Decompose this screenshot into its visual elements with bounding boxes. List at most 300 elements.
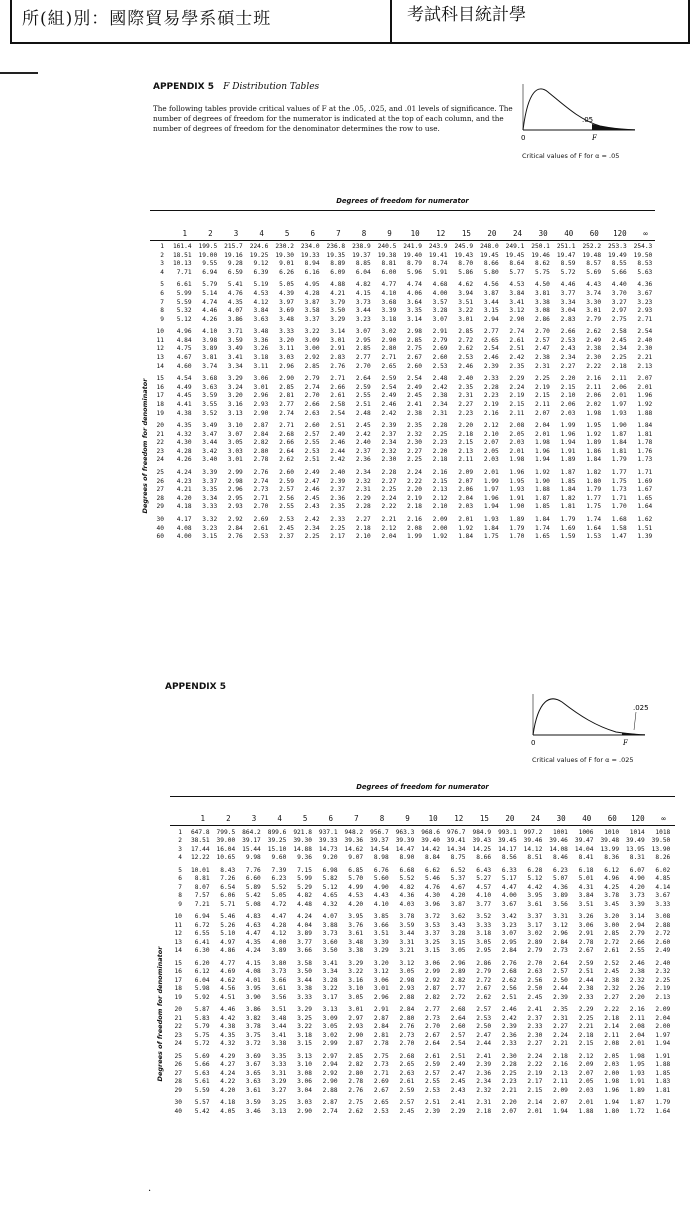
- table-cell: 2.15: [509, 400, 525, 408]
- table-cell: 2.11: [535, 400, 550, 408]
- table-cell: 5.52: [399, 875, 415, 883]
- table-cell: 3.44: [483, 298, 499, 306]
- table-cell: 2.35: [553, 1006, 568, 1014]
- row-df-label: 25: [156, 469, 164, 477]
- table-cell: 2.84: [373, 1023, 389, 1031]
- table-cell: 4.23: [176, 477, 192, 485]
- table-cell: 3.56: [553, 900, 568, 908]
- table-cell: 2.00: [604, 1069, 620, 1077]
- table-cell: 1.76: [637, 447, 653, 455]
- table-cell: 3.17: [322, 993, 338, 1001]
- table-row: [150, 328, 652, 336]
- table-cell: 253.3: [608, 243, 627, 250]
- table-cell: 6.12: [194, 968, 210, 976]
- table-cell: 2.57: [399, 1099, 415, 1107]
- row-df-label: 40: [156, 524, 164, 532]
- table-cell: 2.61: [604, 947, 620, 955]
- table-cell: 2.39: [553, 993, 568, 1001]
- table-cell: 4.35: [245, 938, 261, 946]
- table-cell: 8.70: [458, 260, 474, 268]
- table-cell: 3.07: [355, 328, 371, 336]
- table-cell: 4.15: [355, 289, 371, 297]
- table-cell: 2.89: [450, 968, 466, 976]
- table-cell: 2.77: [425, 1006, 440, 1014]
- table-cell: 2.45: [450, 1078, 466, 1086]
- table-cell: 2.21: [637, 354, 653, 361]
- table-cell: 1.86: [586, 447, 602, 455]
- table-row: [150, 439, 652, 447]
- table-cell: 1.85: [560, 477, 576, 485]
- table-cell: 2.30: [586, 354, 602, 361]
- row-df-label: 17: [174, 976, 182, 984]
- table-cell: 3.13: [227, 409, 243, 417]
- table-cell: 5.63: [194, 1069, 210, 1077]
- table-cell: 8.43: [220, 867, 236, 874]
- table-cell: 2.30: [381, 456, 397, 464]
- table-cell: 2.59: [399, 1086, 415, 1094]
- table-cell: 6.18: [578, 867, 594, 874]
- row-df-label: 27: [156, 486, 164, 494]
- table-cell: 39.39: [395, 837, 415, 845]
- table-cell: 8.64: [509, 260, 525, 268]
- table-cell: 2.03: [604, 1061, 620, 1069]
- table-cell: 4.47: [501, 883, 517, 891]
- table-cell: 2.53: [253, 533, 269, 541]
- table-cell: 2.51: [578, 968, 594, 976]
- table-cell: 3.44: [355, 307, 371, 315]
- table-cell: 2.68: [450, 1006, 466, 1014]
- table-cell: 2.18: [604, 1014, 620, 1022]
- table-cell: 3.15: [450, 938, 466, 946]
- margin-mark: [0, 72, 38, 74]
- table-cell: 39.25: [267, 837, 287, 845]
- table-cell: 2.61: [399, 1078, 415, 1086]
- table-cell: 254.3: [633, 243, 653, 250]
- table-cell: 2.38: [578, 985, 594, 993]
- table-cell: 2.70: [304, 392, 320, 400]
- table-cell: 13.90: [651, 845, 671, 853]
- table-cell: 4.32: [322, 900, 338, 908]
- table-cell: 3.86: [227, 315, 243, 323]
- table-cell: 5.46: [220, 913, 236, 921]
- table-cell: 2.86: [476, 959, 492, 967]
- table-cell: 1.92: [586, 430, 602, 438]
- table-cell: 2.53: [458, 354, 474, 361]
- table-cell: 2.01: [637, 383, 653, 391]
- table-cell: 5.89: [245, 883, 261, 891]
- table-cell: 2.12: [432, 494, 448, 502]
- table-cell: 2.91: [330, 345, 346, 353]
- table-cell: 8.41: [578, 854, 594, 862]
- table-cell: 4.56: [220, 985, 236, 993]
- table-cell: 2.33: [483, 375, 499, 383]
- table-cell: 2.70: [425, 1023, 440, 1031]
- table-cell: 6.09: [330, 268, 346, 276]
- table-cell: 2.55: [629, 947, 645, 955]
- table-cell: 4.62: [458, 281, 474, 289]
- table-cell: 2.93: [253, 400, 269, 408]
- table-cell: 2.38: [432, 392, 448, 400]
- table-cell: 2.96: [253, 392, 269, 400]
- table-cell: 2.67: [407, 354, 422, 361]
- table-cell: 38.51: [190, 837, 210, 845]
- row-df-label: 23: [174, 1031, 182, 1039]
- table-row: [168, 977, 670, 985]
- table-cell: 1.95: [509, 477, 525, 485]
- table-row: [150, 290, 652, 298]
- table-cell: 1.89: [509, 516, 525, 524]
- table-cell: 1.94: [483, 503, 499, 511]
- table-cell: 5.96: [407, 268, 422, 276]
- table-cell: 5.42: [194, 1107, 210, 1115]
- table-cell: 2.96: [227, 486, 243, 494]
- table-cell: 2.07: [501, 1107, 517, 1115]
- column-header: 9: [387, 229, 392, 238]
- column-header: 6: [328, 814, 334, 823]
- table-cell: 2.68: [501, 968, 517, 976]
- table-cell: 4.03: [399, 900, 415, 908]
- table-cell: 3.05: [322, 1023, 338, 1031]
- table-cell: 6.20: [194, 959, 210, 967]
- column-header: 12: [454, 814, 464, 823]
- table-cell: 2.18: [407, 503, 422, 511]
- table-cell: 39.33: [318, 837, 338, 845]
- table-cell: 2.41: [476, 1052, 492, 1060]
- table-cell: 2.16: [553, 1061, 568, 1069]
- table-cell: 5.52: [271, 883, 287, 891]
- table-cell: 8.31: [629, 854, 645, 862]
- table-cell: 1014: [629, 829, 645, 836]
- column-header: 5: [302, 814, 308, 823]
- table-cell: 4.22: [220, 1078, 236, 1086]
- table-cell: 1.90: [611, 422, 627, 430]
- table-cell: 1.53: [586, 533, 602, 541]
- table-cell: 2.54: [407, 375, 422, 383]
- table-cell: 2.48: [432, 375, 448, 383]
- table-cell: 2.49: [304, 469, 320, 477]
- table-cell: 8.62: [535, 260, 550, 268]
- table-cell: 1.78: [637, 439, 653, 447]
- table-row: [150, 260, 652, 268]
- table-row: [150, 495, 652, 503]
- row-df-label: 18: [174, 985, 182, 993]
- f-distribution-figure-05: [520, 80, 640, 142]
- table-cell: 2.69: [432, 345, 448, 353]
- table-cell: 2.47: [304, 477, 320, 485]
- table-cell: 4.53: [253, 289, 269, 297]
- table-cell: 4.00: [432, 289, 448, 297]
- table-cell: 2.25: [501, 1069, 517, 1077]
- table-cell: 3.39: [202, 469, 218, 477]
- table-cell: 2.24: [527, 1052, 543, 1060]
- table-cell: 5.60: [373, 875, 389, 883]
- table-cell: 4.46: [202, 307, 218, 315]
- table-cell: 2.80: [253, 447, 269, 455]
- table-cell: 2.07: [553, 1099, 568, 1107]
- column-header: 30: [556, 814, 566, 823]
- table-cell: 39.46: [523, 837, 543, 845]
- table-cell: 1.82: [586, 469, 602, 477]
- table-cell: 2.96: [373, 993, 389, 1001]
- table-cell: 2.71: [373, 1069, 389, 1077]
- table-cell: 2.91: [578, 930, 594, 938]
- table-cell: 5.17: [501, 875, 517, 883]
- table-cell: 2.40: [458, 375, 474, 383]
- table-cell: 2.00: [655, 1023, 671, 1031]
- table-cell: 3.45: [604, 900, 620, 908]
- table-cell: 3.37: [527, 913, 543, 921]
- table-cell: 4.54: [176, 375, 192, 383]
- table-cell: 14.17: [498, 845, 517, 853]
- table-cell: 2.43: [560, 345, 576, 353]
- table-cell: 2.50: [527, 985, 543, 993]
- table-cell: 3.66: [271, 976, 287, 984]
- table-cell: 7.26: [220, 875, 236, 883]
- table-cell: 1.81: [560, 503, 576, 511]
- table-cell: 2.19: [483, 400, 499, 408]
- table-cell: 2.55: [304, 439, 320, 447]
- table-cell: 3.48: [271, 1014, 287, 1022]
- table-cell: 2.98: [407, 328, 422, 336]
- table-cell: 3.29: [373, 947, 389, 955]
- subject-label: 考試科目統計學: [407, 5, 526, 25]
- table-cell: 2.18: [432, 456, 448, 464]
- table-cell: 4.60: [176, 362, 192, 370]
- table-cell: 5.75: [194, 1031, 210, 1039]
- table-cell: 2.13: [458, 447, 474, 455]
- table-cell: 2.95: [355, 336, 371, 344]
- table-cell: 3.44: [297, 976, 312, 984]
- table-cell: 5.92: [194, 993, 210, 1001]
- table-cell: 2.23: [501, 1078, 517, 1086]
- table-cell: 2.34: [381, 439, 397, 447]
- table-cell: 2.13: [637, 362, 653, 370]
- table-cell: 3.22: [304, 328, 320, 336]
- table-cell: 2.77: [483, 328, 499, 336]
- table-cell: 3.10: [348, 985, 364, 993]
- table-cell: 1.73: [637, 456, 653, 464]
- table-cell: 5.26: [220, 921, 236, 929]
- table-cell: 2.46: [629, 959, 645, 967]
- table-row: [150, 252, 652, 260]
- table-cell: 1.74: [535, 524, 550, 532]
- table-cell: 7.76: [245, 867, 261, 874]
- row-df-label: 1: [160, 243, 164, 250]
- table-cell: 39.47: [574, 837, 594, 845]
- table-cell: 1.88: [655, 1061, 671, 1069]
- table-cell: 1.88: [535, 486, 550, 494]
- table-cell: 6.23: [271, 875, 287, 883]
- table-cell: 2.38: [604, 976, 620, 984]
- table-cell: 1.84: [560, 486, 576, 494]
- table-cell: 2.97: [322, 1052, 338, 1060]
- table-cell: 3.01: [330, 336, 346, 344]
- table-cell: 3.05: [399, 968, 415, 976]
- table-cell: 2.58: [611, 328, 627, 336]
- table-cell: 3.01: [253, 383, 269, 391]
- table-cell: 2.35: [330, 503, 346, 511]
- column-header: 60: [589, 229, 599, 238]
- table-cell: 2.06: [560, 400, 576, 408]
- heading-rule: [150, 210, 655, 211]
- table-cell: 2.13: [553, 1069, 568, 1077]
- table-cell: 4.08: [245, 968, 261, 976]
- table-cell: 2.99: [425, 968, 440, 976]
- table-cell: 2.16: [586, 375, 602, 383]
- table-cell: 2.11: [604, 1031, 620, 1039]
- table-cell: 2.67: [476, 985, 492, 993]
- table-row: [150, 363, 652, 371]
- table-cell: 2.05: [509, 430, 525, 438]
- table-cell: 1.84: [483, 524, 499, 532]
- table-cell: 3.27: [611, 298, 627, 306]
- table-cell: 5.82: [322, 875, 338, 883]
- table-cell: 4.43: [373, 892, 389, 900]
- table-cell: 2.21: [501, 1086, 517, 1094]
- row-df-label: 4: [160, 268, 164, 276]
- table-cell: 2.38: [535, 354, 550, 361]
- table-cell: 2.07: [578, 1069, 594, 1077]
- table-cell: 4.28: [176, 447, 192, 455]
- table-cell: 3.87: [450, 900, 466, 908]
- table-cell: 3.42: [202, 447, 218, 455]
- table-cell: 2.26: [629, 985, 645, 993]
- table-cell: 19.30: [275, 251, 294, 259]
- table-cell: 14.12: [523, 845, 543, 853]
- table-cell: 19.47: [556, 251, 576, 259]
- table-cell: 2.44: [578, 976, 594, 984]
- table-cell: 3.23: [355, 315, 371, 323]
- table-cell: 252.2: [582, 243, 602, 250]
- table-cell: 2.12: [483, 422, 499, 430]
- table-cell: 3.47: [202, 430, 218, 438]
- table-cell: 3.03: [227, 447, 243, 455]
- table-cell: 17.44: [190, 845, 210, 853]
- table-cell: 2.47: [535, 345, 550, 353]
- table-row: [168, 1078, 670, 1086]
- row-df-label: 26: [156, 477, 164, 485]
- table-cell: 4.57: [476, 883, 492, 891]
- table-cell: 2.11: [586, 383, 602, 391]
- table-cell: 3.61: [527, 900, 543, 908]
- table-cell: 3.05: [348, 993, 364, 1001]
- table-cell: 1.94: [604, 1099, 620, 1107]
- table-cell: 9.12: [253, 260, 269, 268]
- table-cell: 2.32: [407, 430, 422, 438]
- table-cell: 4.47: [245, 930, 261, 938]
- table-cell: 2.90: [322, 1078, 338, 1086]
- table-cell: 4.38: [176, 409, 192, 417]
- table-cell: 2.51: [330, 422, 346, 430]
- table-cell: 4.49: [176, 383, 192, 391]
- table-cell: 2.46: [330, 439, 346, 447]
- table-cell: 2.01: [578, 1099, 594, 1107]
- table-cell: 956.7: [370, 829, 389, 836]
- table-cell: 1.93: [611, 409, 627, 417]
- table-cell: 2.95: [476, 947, 492, 955]
- table-cell: 2.71: [279, 422, 294, 430]
- table-cell: 4.99: [348, 883, 364, 891]
- table-cell: 4.83: [245, 913, 261, 921]
- table-cell: 2.08: [509, 422, 525, 430]
- table-cell: 2.07: [458, 477, 474, 485]
- table-cell: 2.27: [355, 516, 371, 524]
- table-cell: 2.80: [381, 345, 397, 353]
- table-cell: 3.77: [297, 938, 312, 946]
- table-cell: 6.43: [476, 867, 492, 874]
- table-cell: 3.23: [501, 921, 517, 929]
- table-cell: 3.43: [450, 921, 466, 929]
- table-cell: 1.98: [509, 456, 525, 464]
- table-cell: 5.32: [176, 307, 192, 315]
- table-cell: 3.04: [297, 1086, 312, 1094]
- column-header: 20: [505, 814, 515, 823]
- table-cell: 2.21: [553, 1040, 568, 1048]
- table-cell: 7.15: [297, 867, 312, 874]
- table-cell: 5.72: [560, 268, 576, 276]
- table-cell: 5.98: [194, 985, 210, 993]
- row-df-label: 10: [156, 328, 164, 336]
- table-cell: 1018: [655, 829, 671, 836]
- table-cell: 4.17: [176, 516, 192, 524]
- table-cell: 2.77: [450, 985, 466, 993]
- table-cell: 4.46: [220, 1006, 236, 1014]
- table-cell: 2.11: [629, 1014, 645, 1022]
- table-cell: 3.89: [553, 892, 568, 900]
- table-cell: 8.26: [655, 854, 671, 862]
- table-cell: 3.21: [399, 947, 415, 955]
- table-cell: 4.12: [253, 298, 269, 306]
- row-df-label: 21: [156, 430, 164, 438]
- table-cell: 4.00: [176, 533, 192, 541]
- table-cell: 3.20: [279, 336, 294, 344]
- table-cell: 3.46: [245, 1107, 261, 1115]
- table-cell: 1.59: [560, 533, 576, 541]
- table-cell: 2.91: [373, 1006, 389, 1014]
- table-cell: 2.31: [458, 392, 474, 400]
- table-cell: 15.10: [267, 845, 287, 853]
- table-cell: 3.66: [297, 947, 312, 955]
- table-row: [168, 939, 670, 947]
- table-cell: 10.13: [172, 260, 192, 268]
- table-cell: 3.20: [604, 913, 620, 921]
- table-cell: 2.32: [381, 447, 397, 455]
- table-cell: 3.89: [202, 345, 218, 353]
- table-cell: 2.46: [381, 400, 397, 408]
- intro-paragraph: The following tables provide critical values of F at the .05, .025, and .01 levels of significance. The number of degrees of freedom for the numerator is indicated at the top of each column, and the number of degrees of freedom for the denominator determines the row to use.: [153, 104, 513, 133]
- table-cell: 2.67: [373, 1086, 389, 1094]
- table-cell: 2.70: [253, 503, 269, 511]
- table-cell: 2.56: [279, 494, 294, 502]
- row-df-label: 25: [174, 1052, 182, 1060]
- table-cell: 1.70: [611, 503, 627, 511]
- table-cell: 2.62: [279, 456, 294, 464]
- table-row: [168, 884, 670, 892]
- table-cell: 3.18: [381, 315, 397, 323]
- table-cell: 3.78: [245, 1023, 261, 1031]
- table-cell: 864.2: [242, 829, 261, 836]
- table-cell: 2.61: [330, 392, 346, 400]
- table-cell: 2.46: [483, 354, 499, 361]
- table-cell: 15.44: [242, 845, 261, 853]
- table-cell: 2.29: [578, 1006, 594, 1014]
- table-cell: 2.39: [330, 477, 346, 485]
- table-cell: 14.42: [421, 845, 440, 853]
- table-cell: 3.01: [227, 456, 243, 464]
- table-cell: 2.09: [655, 1006, 671, 1014]
- row-df-label: 16: [156, 383, 164, 391]
- appendix-title-text: APPENDIX 5: [153, 82, 214, 92]
